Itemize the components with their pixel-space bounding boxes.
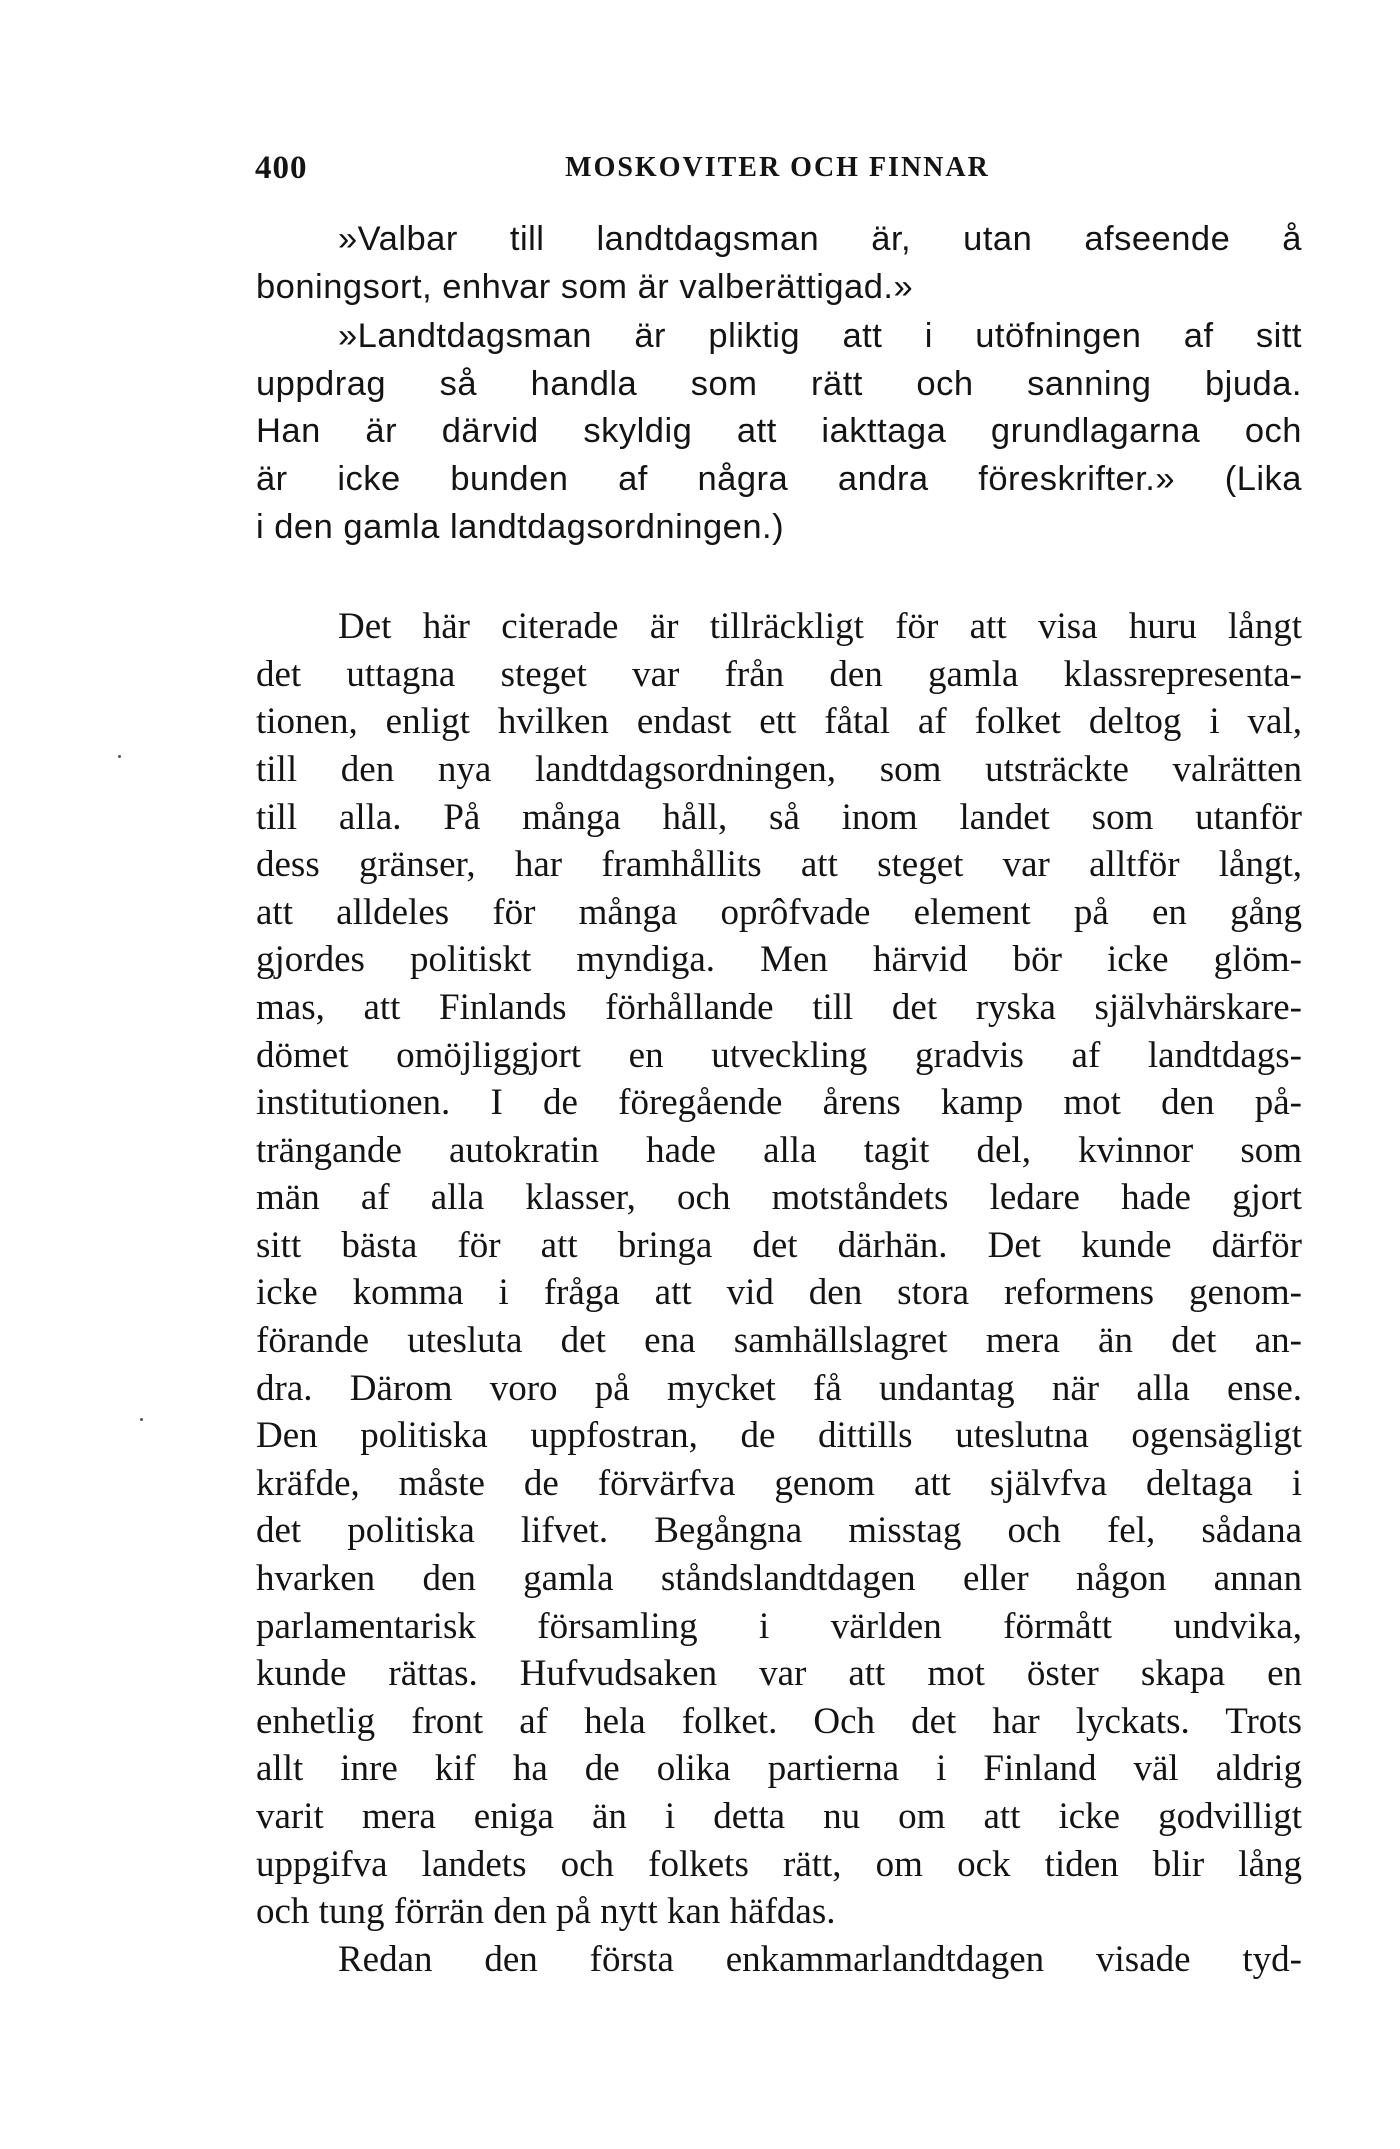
body-line: det politiska lifvet. Begångna misstag och fel, sådana [256,1510,1302,1552]
body-line: att alldeles för många oprôfvade element på en gång [256,891,1302,933]
body-line: uppgifva landets och folkets rätt, om ock tiden blir lång [256,1843,1302,1885]
running-title: MOSKOVITER OCH FINNAR [565,152,990,183]
body-line: hvarken den gamla ståndslandtdagen eller någon annan [256,1558,1302,1600]
next-paragraph [256,1936,1302,1984]
body-line: och tung förrän den på nytt kan häfdas. [256,1891,836,1933]
body-paragraph [256,603,1302,1936]
body-line: dömet omöjliggjort en utveckling gradvis af landtdags- [256,1034,1302,1076]
quote-paragraph-1 [256,216,1302,311]
quote-line: är icke bunden af några andra föreskrifter.» (Lika [256,459,1302,498]
quote-line: »Valbar till landtdagsman är, utan afseende å [338,220,1302,258]
body-line: enhetlig front af hela folket. Och det har lyckats. Trots [256,1700,1302,1742]
body-line: Den politiska uppfostran, de dittills uteslutna ogensägligt [256,1415,1302,1457]
body-line: trängande autokratin hade alla tagit del, kvinnor som [256,1129,1302,1171]
quote-paragraph-2 [256,313,1302,551]
body-line: det uttagna steget var från den gamla klassrepresenta- [256,653,1302,695]
body-line: dess gränser, har framhållits att steget var alltför långt, [256,844,1302,886]
body-line: institutionen. I de föregående årens kamp mot den på- [256,1082,1302,1124]
body-line: till den nya landtdagsordningen, som utsträckte valrätten [256,748,1302,790]
scan-speck [118,755,121,758]
body-line: allt inre kif ha de olika partierna i Finland väl aldrig [256,1748,1302,1790]
quote-line: »Landtdagsman är pliktig att i utöfningen af sitt [338,317,1302,356]
body-line: kunde rättas. Hufvudsaken var att mot öster skapa en [256,1653,1302,1695]
quote-line: uppdrag så handla som rätt och sanning bjuda. [256,364,1302,403]
body-line: förande utesluta det ena samhällslagret mera än det an- [256,1320,1302,1362]
body-line: gjordes politiskt myndiga. Men härvid bör icke glöm- [256,939,1302,981]
running-header [255,150,1300,190]
body-line: till alla. På många håll, så inom landet som utanför [256,796,1302,838]
quote-line: boningsort, enhvar som är valberättigad.» [256,267,914,306]
body-line: dra. Därom voro på mycket få undantag när alla ense. [256,1367,1302,1409]
page-text [256,216,1302,1983]
quote-line: Han är därvid skyldig att iakttaga grundlagarna och [256,412,1302,451]
body-line: varit mera eniga än i detta nu om att icke godvilligt [256,1796,1302,1837]
body-line: män af alla klasser, och motståndets ledare hade gjort [256,1177,1302,1219]
body-line: Det här citerade är tillräckligt för att visa huru långt [338,606,1302,648]
body-line: icke komma i fråga att vid den stora reformens genom- [256,1272,1302,1314]
quote-line: i den gamla landtdagsordningen.) [256,507,785,546]
body-line: Redan den första enkammarlandtdagen visade tyd- [338,1938,1302,1980]
body-line: parlamentarisk församling i världen förmått undvika, [256,1605,1302,1647]
body-line: tionen, enligt hvilken endast ett fåtal af folket deltog i val, [256,701,1302,743]
scan-speck [140,1418,143,1421]
body-line: sitt bästa för att bringa det därhän. Det kunde därför [256,1224,1302,1266]
body-line: kräfde, måste de förvärfva genom att självfva deltaga i [256,1462,1302,1504]
body-line: mas, att Finlands förhållande till det ryska självhärskare- [256,986,1302,1028]
page-number: 400 [255,150,308,186]
